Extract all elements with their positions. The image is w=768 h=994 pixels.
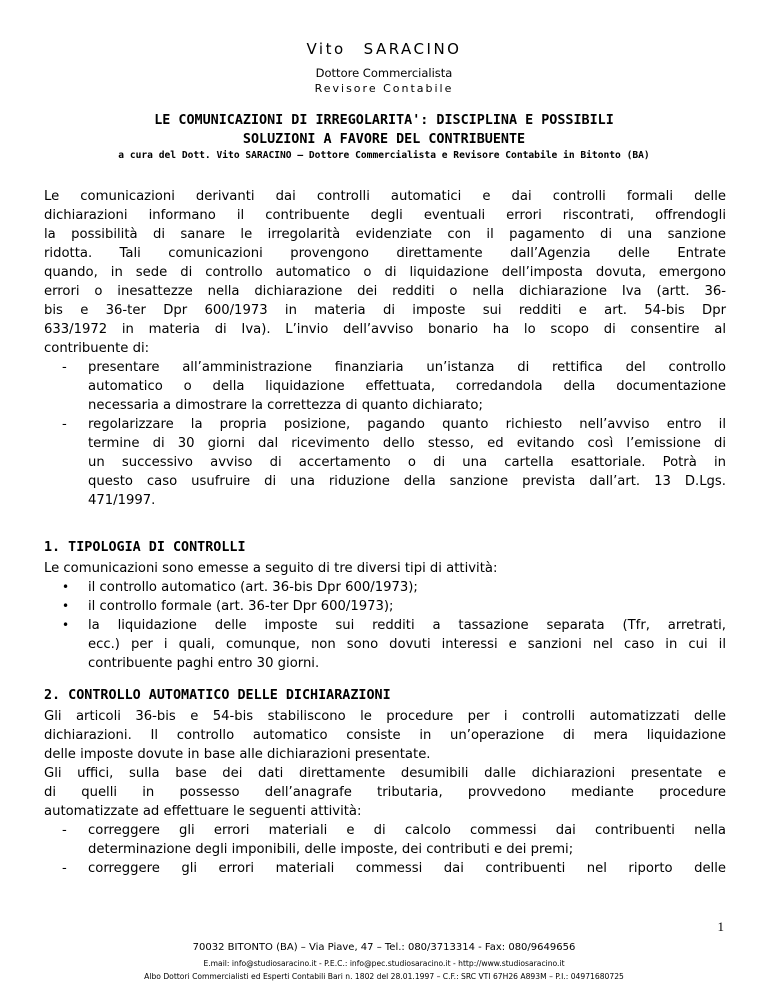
- section-2-body: [44, 707, 726, 878]
- list-item-last-line: contribuente paghi entro 30 giorni.: [88, 656, 320, 671]
- list-item: [44, 358, 726, 415]
- list-marker: -: [62, 861, 67, 876]
- list-item: [44, 616, 726, 673]
- list-item-last-line: necessaria a dimostrare la correttezza di quanto dichiarato;: [88, 398, 483, 413]
- intro-lines: [44, 187, 726, 339]
- section-1-intro: Le comunicazioni sono emesse a seguito di tre diversi tipi di attività:: [44, 561, 498, 576]
- list-item-line: presentare all’amministrazione finanziaria un’istanza di rettifica del controllo: [88, 360, 726, 375]
- intro-paragraph: [44, 187, 726, 510]
- list-item-line: correggere gli errori materiali e di calcolo commessi dai contribuenti nella: [88, 823, 726, 838]
- section-1-list: [44, 578, 726, 673]
- text-line: dichiarazioni. Il controllo automatico consiste in un’operazione di mera liquidazione: [44, 728, 726, 743]
- list-item-last-line: il controllo automatico (art. 36-bis Dpr 600/1973);: [88, 580, 418, 595]
- section-1-body: [44, 559, 726, 673]
- list-item-line: termine di 30 giorni dal ricevimento dello stesso, ed evitando così l’emissione di: [88, 436, 726, 451]
- intro-last-line: contribuente di:: [44, 341, 150, 356]
- list-item: [44, 415, 726, 510]
- page-number: 1: [717, 919, 724, 934]
- text-line: errori o inesattezze nella dichiarazione dei redditi o nella dichiarazione Iva (artt. 36-: [44, 284, 726, 299]
- intro-list: [44, 358, 726, 510]
- letterhead-last-name: SARACINO: [363, 40, 462, 58]
- section-2-p2-last: automatizzate ad effettuare le seguenti attività:: [44, 804, 362, 819]
- text-line: 633/1972 in materia di Iva). L’invio dell’avviso bonario ha lo scopo di consentire al: [44, 322, 726, 337]
- list-item-line: automatico o della liquidazione effettuata, corredandola della documentazione: [88, 379, 726, 394]
- text-line: ridotta. Tali comunicazioni provengono direttamente dall’Agenzia delle Entrate: [44, 246, 726, 261]
- section-2-paragraph-1: [44, 707, 726, 745]
- title-line-1: LE COMUNICAZIONI DI IRREGOLARITA': DISCIPLINA E POSSIBILI: [154, 113, 614, 128]
- list-marker: -: [62, 360, 67, 375]
- footer-registry: Albo Dottori Commercialisti ed Esperti Contabili Bari n. 1802 del 28.01.1997 – C.F.: SRC VTI 67H26 A893M – P.I.: 04971680725: [144, 972, 624, 981]
- section-1-heading: 1. TIPOLOGIA DI CONTROLLI: [44, 540, 246, 555]
- title-line-2: SOLUZIONI A FAVORE DEL CONTRIBUENTE: [242, 132, 526, 147]
- list-item: [44, 578, 726, 597]
- list-item-last-line: 471/1997.: [88, 493, 156, 508]
- list-item-last-line: determinazione degli imponibili, delle imposte, dei contributi e dei premi;: [88, 842, 574, 857]
- section-2-heading: 2. CONTROLLO AUTOMATICO DELLE DICHIARAZIONI: [44, 688, 391, 703]
- letterhead-name: [0, 40, 768, 58]
- list-marker: •: [62, 580, 70, 594]
- list-item-line: un successivo avviso di accertamento o di una cartella esattoriale. Potrà in: [88, 455, 726, 470]
- text-line: Gli uffici, sulla base dei dati direttamente desumibili dalle dichiarazioni presentate e: [44, 766, 726, 781]
- section-2-p1-last: delle imposte dovute in base alle dichiarazioni presentate.: [44, 747, 431, 762]
- list-item-last-line: il controllo formale (art. 36-ter Dpr 600/1973);: [88, 599, 394, 614]
- list-marker: -: [62, 417, 67, 432]
- list-item: [44, 597, 726, 616]
- text-line: dichiarazioni informano il contribuente degli eventuali errori riscontrati, offrendogli: [44, 208, 726, 223]
- list-item-line: la liquidazione delle imposte sui redditi a tassazione separata (Tfr, arretrati,: [88, 618, 726, 633]
- list-item-line: correggere gli errori materiali commessi dai contribuenti nel riporto delle: [88, 861, 726, 876]
- text-line: Gli articoli 36-bis e 54-bis stabiliscono le procedure per i controlli automatizzati delle: [44, 709, 726, 724]
- footer-contacts: E.mail: info@studiosaracino.it - P.E.C.: info@pec.studiosaracino.it - http://www.studiosaracino.it: [203, 959, 565, 968]
- text-line: Le comunicazioni derivanti dai controlli automatici e dai controlli formali delle: [44, 189, 726, 204]
- list-item-line: questo caso usufruire di una riduzione della sanzione prevista dall’art. 13 D.Lgs.: [88, 474, 726, 489]
- list-item: [44, 821, 726, 859]
- text-line: la possibilità di sanare le irregolarità evidenziate con il pagamento di una sanzione: [44, 227, 726, 242]
- letterhead-subtitle: Revisore Contabile: [314, 82, 454, 95]
- list-item-line: ecc.) per i quali, comunque, non sono dovuti interessi e sanzioni nel caso in cui il: [88, 637, 726, 652]
- list-marker: -: [62, 823, 67, 838]
- list-item-line: regolarizzare la propria posizione, pagando quanto richiesto nell’avviso entro il: [88, 417, 726, 432]
- list-marker: •: [62, 599, 70, 613]
- letterhead-title: Dottore Commercialista: [315, 66, 453, 80]
- document-title: [60, 111, 708, 149]
- section-2-list: [44, 821, 726, 878]
- text-line: quando, in sede di controllo automatico o di liquidazione dell’imposta dovuta, emergono: [44, 265, 726, 280]
- text-line: di quelli in possesso dell’anagrafe tributaria, provvedono mediante procedure: [44, 785, 726, 800]
- byline: a cura del Dott. Vito SARACINO – Dottore Commercialista e Revisore Contabile in Bitonto (BA): [118, 150, 650, 161]
- letterhead-first-name: Vito: [306, 40, 346, 58]
- section-2-paragraph-2: [44, 764, 726, 802]
- footer-address: 70032 BITONTO (BA) – Via Piave, 47 – Tel.: 080/3713314 - Fax: 080/9649656: [192, 942, 576, 953]
- list-item: [44, 859, 726, 878]
- text-line: bis e 36-ter Dpr 600/1973 in materia di imposte sui redditi e art. 54-bis Dpr: [44, 303, 726, 318]
- list-marker: •: [62, 618, 70, 632]
